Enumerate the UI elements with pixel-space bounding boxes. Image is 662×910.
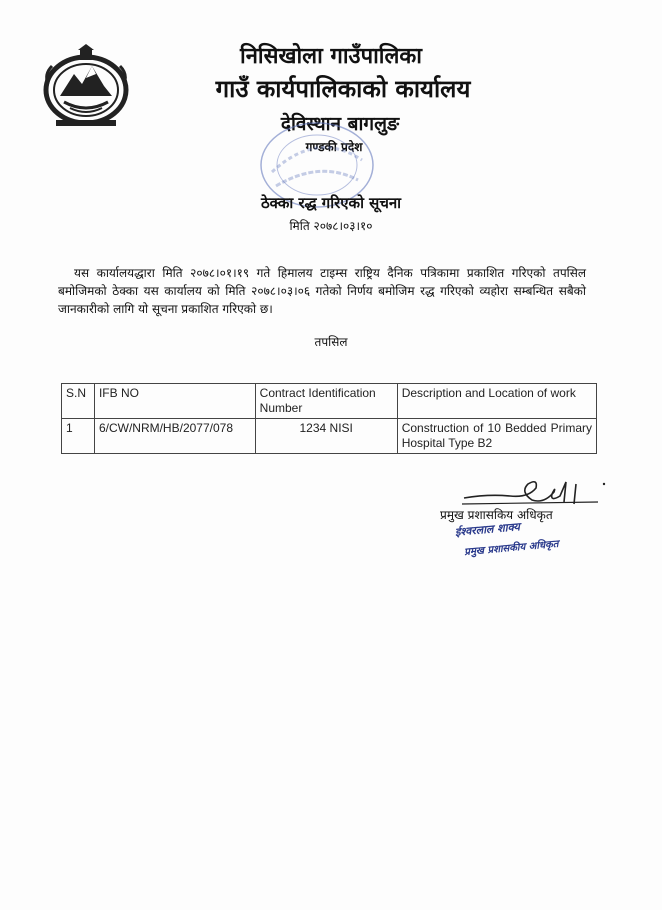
handwritten-signature bbox=[458, 474, 608, 510]
signatory-stamp-title: प्रमुख प्रशासकीय अधिकृत bbox=[463, 538, 559, 559]
row-sn: 1 bbox=[62, 419, 95, 454]
province-name: गण्डकी प्रदेश bbox=[305, 140, 363, 154]
header-contract-id: Contract Identification Number bbox=[255, 384, 397, 419]
notice-title: ठेक्का रद्ध गरिएको सूचना bbox=[260, 194, 402, 212]
notice-date: मिति २०७८।०३।१० bbox=[289, 219, 373, 233]
table-header-row bbox=[62, 384, 597, 419]
notice-body: यस कार्यालयद्धारा मिति २०७८।०१।१९ गते हिमालय टाइम्स राष्ट्रिय दैनिक पत्रिकामा प्रकाशित गरिएको तपसिल बमोजिमको ठेक्का यस कार्यालय को मिति २०७८।०३।०६ गतेको निर्णय बमोजिम रद्ध गरिएको व्यहोरा सम्बन्धित सबैको जानकारीको लागि यो सूचना प्रकाशित गरिएको छ। bbox=[58, 266, 586, 316]
tapasil-heading: तपसिल bbox=[314, 335, 348, 349]
signatory-designation: प्रमुख प्रशासकिय अधिकृत bbox=[440, 508, 553, 522]
row-contract-id: 1234 NISI bbox=[255, 419, 397, 454]
row-description: Construction of 10 Bedded Primary Hospital Type B2 bbox=[397, 419, 596, 454]
municipality-name: निसिखोला गाउँपालिका bbox=[240, 44, 422, 69]
row-ifb-no: 6/CW/NRM/HB/2077/078 bbox=[94, 419, 255, 454]
table-row bbox=[62, 419, 597, 454]
office-name: गाउँ कार्यपालिकाको कार्यालय bbox=[215, 75, 471, 103]
signatory-stamp-name: ईश्वरलाल शाक्य bbox=[454, 520, 521, 539]
contract-table bbox=[61, 383, 597, 454]
header-ifb-no: IFB NO bbox=[94, 384, 255, 419]
header-sn: S.N bbox=[62, 384, 95, 419]
header-description: Description and Location of work bbox=[397, 384, 596, 419]
office-location: देविस्थान बागलुङ bbox=[280, 113, 400, 135]
